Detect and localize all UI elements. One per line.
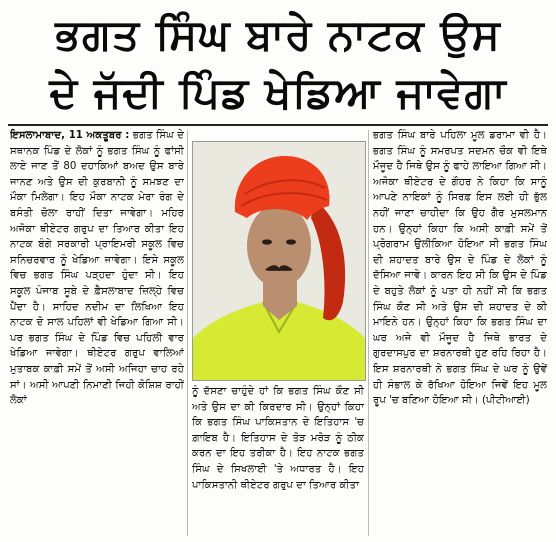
bhagat-singh-portrait (193, 142, 365, 380)
column-middle (192, 384, 364, 536)
headline-rule (8, 124, 548, 126)
headline-line-1: ਭਗਤ ਸਿੰਘ ਬਾਰੇ ਨਾਟਕ ਉਸ (55, 10, 501, 59)
headline (8, 6, 548, 122)
portrait-photo (192, 141, 366, 381)
column-left (10, 128, 184, 536)
column-middle-text: ਨੂੰ ਦੱਸਣਾ ਚਾਹੁੰਦੇ ਹਾਂ ਕਿ ਭਗਤ ਸਿੰਘ ਕੌਣ ਸੀ ਅਤੇ ਉਸ ਦਾ ਕੀ ਕਿਰਦਾਰ ਸੀ। ਉਨ੍ਹਾਂ ਕਿਹਾ ਕਿ ਭਗਤ ਸਿੰਘ ਪਾਕਿਸਤਾਨ ਦੇ ਇਤਿਹਾਸ 'ਚ ਗ਼ਾਇਬ ਹੈ। ਇਤਿਹਾਸ ਦੇ ਤੋੜ ਮਰੋੜ ਨੂੰ ਠੀਕ ਕਰਨ ਦਾ ਇਹ ਤਰੀਕਾ ਹੈ। ਇਹ ਨਾਟਕ ਭਗਤ ਸਿੰਘ ਦੇ ਸਿਖਲਾਈ 'ਤੇ ਅਧਾਰਤ ਹੈ। ਇਹ ਪਾਕਿਸਤਾਨੀ ਥੀਏਟਰ ਗਰੁਪ ਦਾ ਤਿਆਰ ਕੀਤਾ (192, 386, 364, 491)
column-right-text: ਭਗਤ ਸਿੰਘ ਬਾਰੇ ਪਹਿਲਾ ਮੂਲ ਡਰਾਮਾ ਵੀ ਹੈ। ਭਗਤ ਸਿੰਘ ਨੂੰ ਸਮਰਪਤ ਸਦਮਨ ਚੌਕ ਵੀ ਇਥੇ ਮੌਜੂਦ ਹੈ ਜਿਥੇ ਉਸ ਨੂੰ ਫਾਹੇ ਲਾਇਆ ਗਿਆ ਸੀ। ਅਜੋਕਾ ਥੀਏਟਰ ਦੇ ਗੌਹਰ ਨੇ ਕਿਹਾ ਕਿ ਸਾਨੂੰ ਆਪਣੇ ਨਾਇਕਾਂ ਨੂੰ ਸਿਰਫ਼ ਇਸ ਲਈ ਹੀ ਭੁੱਲ ਨਹੀਂ ਜਾਣਾ ਚਾਹੀਦਾ ਕਿ ਉਹ ਗੈਰ ਮੁਸਲਮਾਨ ਹਨ। ਉਨ੍ਹਾਂ ਕਿਹਾ ਕਿ ਅਸੀ ਕਾਫ਼ੀ ਸਮੇਂ ਤੋਂ ਪ੍ਰੋਗਰਾਮ ਉਲੀਕਿਆ ਹੋਇਆ ਸੀ ਭਗਤ ਸਿੰਘ ਦੀ ਸ਼ਹਾਦਤ ਬਾਰੇ ਉਸ ਦੇ ਪਿੰਡ ਦੇ ਲੋਕਾਂ ਨੂੰ ਦੱਸਿਆ ਜਾਵੇ। ਕਾਰਨ ਇਹ ਸੀ ਕਿ ਉਸ ਦੇ ਪਿੰਡ ਦੇ ਬਹੁਤੇ ਲੋਕਾਂ ਨੂੰ ਪਤਾ ਹੀ ਨਹੀਂ ਸੀ ਕਿ ਭਗਤ ਸਿੰਘ ਕੌਣ ਸੀ ਅਤੇ ਉਸ ਦੀ ਸ਼ਹਾਦਤ ਦੇ ਕੀ ਮਾਇਨੇ ਹਨ। ਉਨ੍ਹਾਂ ਕਿਹਾ ਕਿ ਭਗਤ ਸਿੰਘ ਦਾ ਘਰ ਅਜੇ ਵੀ ਮੌਜੂਦ ਹੈ ਜਿਥੇ ਭਾਰਤ ਦੇ ਗੁਰਦਾਸਪੁਰ ਦਾ ਸ਼ਰਨਾਰਥੀ ਹੁਣ ਰਹਿ ਰਿਹਾ ਹੈ। ਇਸ ਸ਼ਰਨਾਰਥੀ ਨੇ ਭਗਤ ਸਿੰਘ ਦੇ ਘਰ ਨੂੰ ਉਵੇਂ ਹੀ ਸੰਭਾਲ ਕੇ ਰੱਖਿਆ ਹੋਇਆ ਜਿਵੇਂ ਇਹ ਮੂਲ ਰੂਪ 'ਚ ਬਣਿਆ ਹੋਇਆ ਸੀ। (ਪੀਟੀਆਈ) (373, 130, 547, 407)
column-separator-left (187, 130, 188, 536)
headline-line-2: ਦੇ ਜੱਦੀ ਪਿੰਡ ਖੇਡਿਆ ਜਾਵੇਗਾ (49, 68, 507, 117)
column-separator-right (368, 130, 369, 536)
column-right (373, 128, 547, 536)
column-left-text: ਭਗਤ ਸਿੰਘ ਦੇ ਸਥਾਨਕ ਪਿੰਡ ਦੇ ਲੋਕਾਂ ਨੂੰ ਭਗਤ ਸਿੰਘ ਨੂੰ ਫਾਂਸੀ ਲਾਏ ਜਾਣ ਤੋਂ 80 ਦਹਾਕਿਆਂ ਬਅਦ ਉਸ ਬਾਰੇ ਜਾਨਣ ਅਤੇ ਉਸ ਦੀ ਕੁਰਬਾਨੀ ਨੂੰ ਸਮਝਣ ਦਾ ਮੌਕਾ ਮਿਲੇਗਾ। ਇਹ ਮੌਕਾ ਨਾਟਕ ਮੇਰਾ ਰੰਗ ਦੇ ਬਸੰਤੀ ਚੋਲਾ ਰਾਹੀਂ ਦਿਤਾ ਜਾਵੇਗਾ। ਮਹਿਰ ਅਜੋਕਾ ਥੀਏਟਰ ਗਰੁਪ ਦਾ ਤਿਆਰ ਕੀਤਾ ਇਹ ਨਾਟਕ ਬੰਗੇ ਸਰਕਾਰੀ ਪ੍ਰਾਇਮਰੀ ਸਕੂਲ ਵਿਚ ਸਨਿਚਰਵਾਰ ਨੂੰ ਖੇਡਿਆ ਜਾਵੇਗਾ। ਇਸੇ ਸਕੂਲ ਵਿਚ ਭਗਤ ਸਿੰਘ ਪੜ੍ਹਦਾ ਹੁੰਦਾ ਸੀ। ਇਹ ਸਕੂਲ ਪੰਜਾਬ ਸੂਬੇ ਦੇ ਫ਼ੈਸਲਾਬਾਦ ਜ਼ਿਲ੍ਹੇ ਵਿਚ ਪੈਂਦਾ ਹੈ। ਸਾਹਿਦ ਨਦੀਮ ਦਾ ਲਿਖਿਆ ਇਹ ਨਾਟਕ ਦੋ ਸਾਲ ਪਹਿਲਾਂ ਵੀ ਖੇਡਿਆ ਗਿਆ ਸੀ। ਪਰ ਭਗਤ ਸਿੰਘ ਦੇ ਪਿੰਡ ਵਿਚ ਪਹਿਲੀ ਵਾਰ ਖੇਡਿਆ ਜਾਵੇਗਾ। ਥੀਏਟਰ ਗਰੁਪ ਵਾਲਿਆਂ ਮੁਤਾਬਕ ਕਾਫ਼ੀ ਸਮੇਂ ਤੋਂ ਅਸੀ ਅਜਿਹਾ ਚਾਹ ਰਹੇ ਸਾਂ। ਅਸੀ ਆਪਣੀ ਨਿਮਾਣੀ ਜਿਹੀ ਕੋਸ਼ਿਸ਼ ਰਾਹੀਂ ਲੋਕਾਂ (10, 130, 184, 407)
dateline: ਇਸਲਾਮਾਬਾਦ, 11 ਅਕਤੂਬਰ : (10, 130, 130, 141)
